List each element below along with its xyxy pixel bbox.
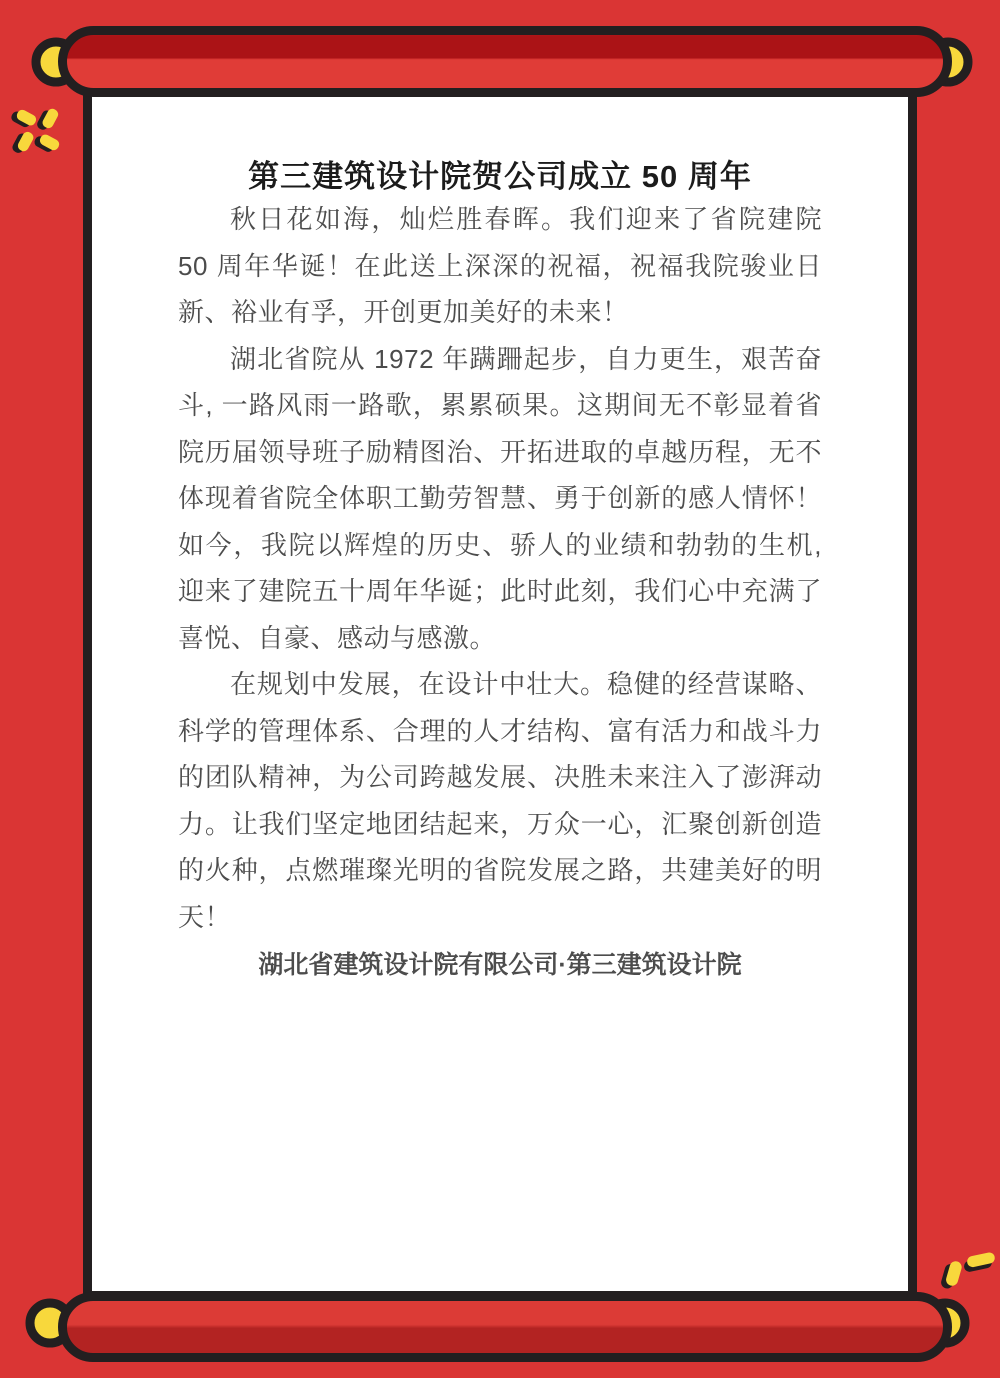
sparkle-corner-icon [940,1252,997,1291]
letter-paragraph-2: 湖北省院从 1972 年蹒跚起步，自力更生，艰苦奋斗, 一路风雨一路歌，累累硕果。这期间无不彰显着省院历届领导班子励精图治、开拓进取的卓越历程，无不体现着省院全体职工勤劳智慧、勇于创新的感人情怀！如今，我院以辉煌的历史、骄人的业绩和勃勃的生机, 迎来了建院五十周年华诞；此时此刻，我们心中充满了喜悦、自豪、感动与感激。 [178,343,822,653]
scroll-knob-icon [928,42,968,82]
sparkle-cross-icon [0,93,73,169]
letter-content [92,64,908,980]
letter-signature: 湖北省建筑设计院有限公司·第三建筑设计院 [258,951,742,979]
scroll-rod-bar [63,1297,948,1358]
scroll-knob-icon [925,1303,965,1343]
letter-paper [83,55,917,1300]
bottom-scroll-rod [30,1297,965,1358]
scroll-knob-icon [36,42,76,82]
letter-paragraph-1: 秋日花如海，灿烂胜春晖。我们迎来了省院建院 50 周年华诞！在此送上深深的祝福，祝福我院骏业日新、裕业有孚，开创更加美好的未来！ [178,204,822,327]
scroll-knob-icon [30,1303,70,1343]
letter-paragraph-3: 在规划中发展，在设计中壮大。稳健的经营谋略、科学的管理体系、合理的人才结构、富有活力和战斗力的团队精神，为公司跨越发展、决胜未来注入了澎湃动力。让我们坚定地团结起来，万众一心，汇聚创新创造的火种，点燃璀璨光明的省院发展之路，共建美好的明天！ [178,669,822,932]
letter-title: 第三建筑设计院贺公司成立 50 周年 [248,159,752,194]
